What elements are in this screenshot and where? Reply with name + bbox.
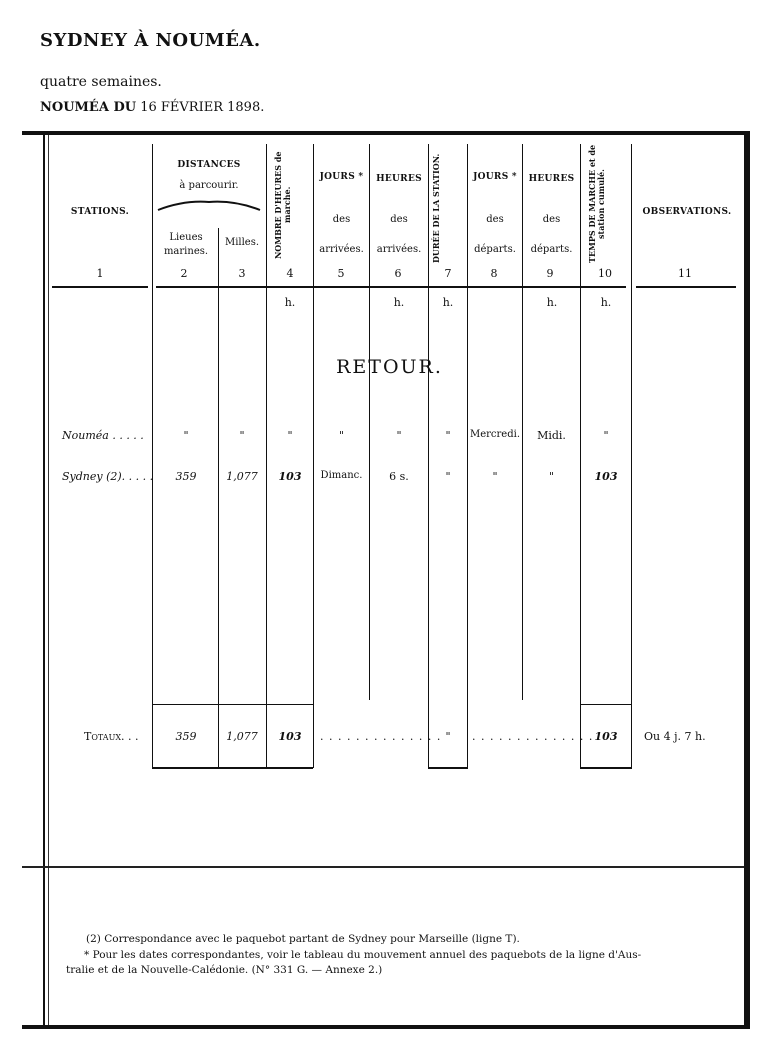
col-number: 1 (96, 267, 104, 280)
table-cell: 103 (278, 470, 302, 483)
frame-bottom-rule (22, 1025, 750, 1029)
col-header-heures-arrivees: HEURES (376, 174, 422, 184)
col-number: 3 (238, 267, 246, 280)
col-rule (631, 144, 632, 768)
table-cell: " (445, 429, 451, 442)
col-header-jours-departs-sub: des départs. (474, 214, 516, 255)
header-rule (156, 286, 626, 288)
col-header-jours-arrivees: JOURS * (319, 172, 364, 182)
totals-cell: 359 (175, 730, 197, 743)
page-title: SYDNEY À NOUMÉA. (40, 30, 261, 51)
dateline-prefix: NOUMÉA DU (40, 100, 137, 115)
footnote-star-line2: tralie et de la Nouvelle-Calédonie. (N° 331 G. — Annexe 2.) (66, 964, 383, 976)
totals-cell: " (445, 730, 451, 743)
col-header-lieues: Lieues marines. (163, 232, 209, 257)
totals-leader-dots: . . . . . . . . . . . . . . (320, 730, 442, 743)
frame-right-rule (744, 131, 750, 1029)
footnote-star-line1: * Pour les dates correspondantes, voir le tableau du mouvement annuel des paquebots de la ligne d'Aus- (84, 949, 642, 961)
totals-bottom-rule (580, 767, 632, 769)
col-header-heures-arrivees-sub: des arrivées. (376, 214, 422, 255)
unit-label: h. (284, 296, 296, 309)
col-header-heures-departs: HEURES (528, 174, 575, 184)
col-header-distances-sub: à parcourir. (179, 180, 239, 191)
footnote-separator (22, 866, 744, 868)
totals-top-rule (152, 704, 313, 705)
table-cell: " (548, 470, 555, 483)
table-cell: " (287, 429, 293, 442)
duration-subtitle: quatre semaines. (40, 74, 162, 90)
unit-label: h. (546, 296, 558, 309)
header-rule (636, 286, 736, 288)
table-cell: " (492, 470, 498, 483)
col-header-heures-marche: NOMBRE D'HEURES de marche. (273, 151, 292, 259)
totals-cell: 1,077 (226, 730, 258, 743)
dateline-date: 16 FÉVRIER 1898. (140, 100, 265, 115)
table-cell: " (239, 429, 245, 442)
unit-label: h. (393, 296, 405, 309)
frame-left-inner-rule (48, 135, 49, 1025)
unit-label: h. (600, 296, 612, 309)
col-number: 11 (678, 267, 692, 280)
table-cell: 1,077 (226, 470, 258, 483)
col-number: 6 (394, 267, 402, 280)
totals-leader-dots: . . . . . . . . . . . . . . (472, 730, 594, 743)
footnote-2: (2) Correspondance avec le paquebot partant de Sydney pour Marseille (ligne T). (86, 933, 520, 945)
col-header-heures-departs-sub: des départs. (530, 214, 573, 255)
table-cell: " (445, 470, 451, 483)
frame-top-rule (22, 131, 750, 135)
col-rule (428, 144, 429, 768)
header-rule (52, 286, 148, 288)
col-rule (152, 144, 153, 768)
table-cell: " (183, 429, 189, 442)
table-cell: Midi. (537, 429, 566, 442)
col-header-temps-cumule: TEMPS DE MARCHE et de station cumulé. (587, 144, 606, 264)
totals-cell: 103 (594, 730, 618, 743)
col-header-duree-station: DURÉE DE LA STATION. (431, 153, 441, 263)
totals-bottom-rule (152, 767, 313, 769)
table-cell: " (338, 429, 345, 442)
frame-left-rule (43, 135, 45, 1025)
unit-label: h. (442, 296, 454, 309)
table-cell: 6 s. (389, 470, 409, 483)
col-number: 4 (286, 267, 294, 280)
table-cell: " (603, 429, 609, 442)
col-rule (218, 228, 219, 768)
col-header-distances: DISTANCES (177, 160, 241, 170)
totals-observation: Ou 4 j. 7 h. (644, 730, 706, 743)
totals-label: Totaux. . . (84, 730, 139, 743)
dateline (40, 100, 264, 115)
col-rule (580, 144, 581, 768)
section-title: RETOUR. (336, 356, 443, 378)
col-header-milles: Milles. (224, 237, 260, 248)
col-number: 10 (598, 267, 612, 280)
col-rule (266, 144, 267, 768)
col-header-jours-arrivees-sub: des arrivées. (319, 214, 364, 255)
col-number: 5 (337, 267, 345, 280)
totals-bottom-rule (428, 767, 468, 769)
station-name: Nouméa . . . . . (62, 429, 144, 442)
col-header-stations: STATIONS. (70, 207, 130, 217)
brace-icon (156, 196, 262, 216)
col-header-jours-departs: JOURS * (473, 172, 517, 182)
col-number: 8 (490, 267, 498, 280)
col-number: 9 (546, 267, 554, 280)
table-cell: 103 (594, 470, 618, 483)
table-cell: 359 (175, 470, 197, 483)
col-header-observations: OBSERVATIONS. (642, 207, 732, 217)
totals-top-rule (580, 704, 631, 705)
col-number: 7 (444, 267, 452, 280)
station-name: Sydney (2). . . . . (62, 470, 154, 483)
table-cell: Mercredi. (469, 429, 520, 440)
totals-cell: 103 (278, 730, 302, 743)
table-cell: Dimanc. (320, 470, 363, 481)
table-cell: " (396, 429, 402, 442)
col-number: 2 (180, 267, 188, 280)
